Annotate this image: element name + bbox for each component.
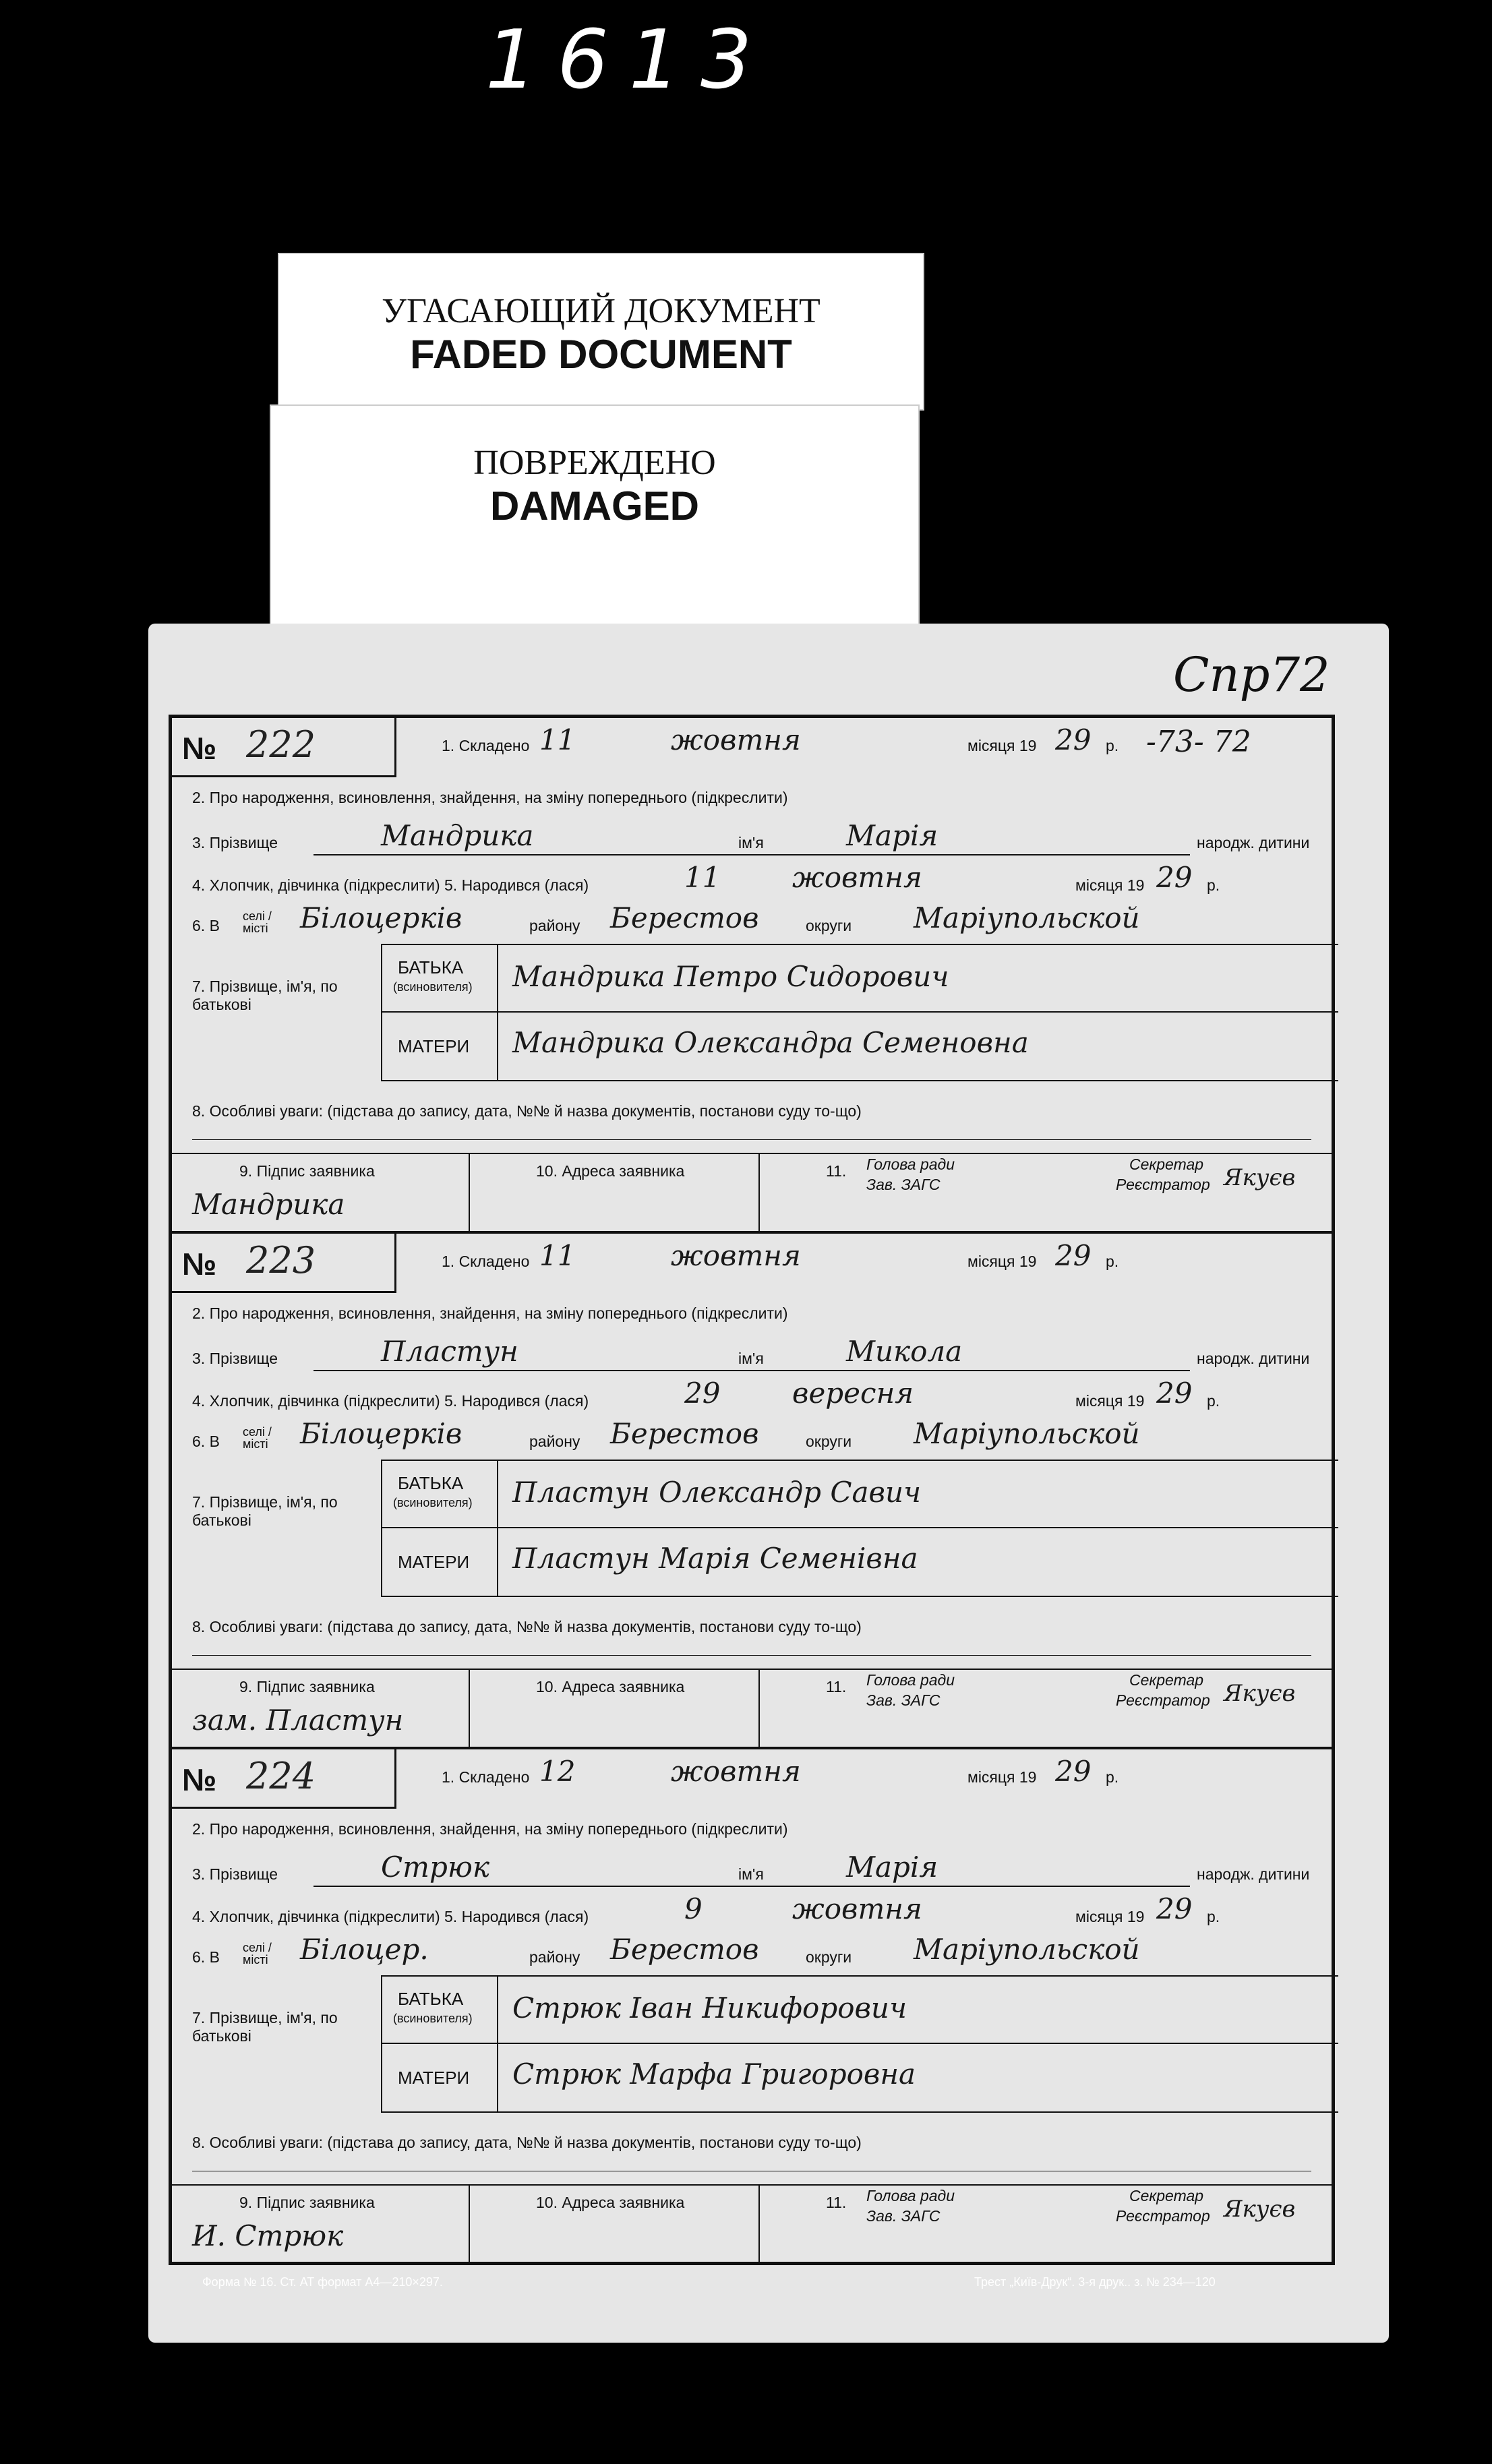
name-label: ім'я (738, 1865, 764, 1883)
okrug-label: округи (806, 917, 852, 934)
birth-month-year-label: місяця 19 (1075, 1392, 1145, 1410)
record-number: 224 (246, 1755, 316, 1797)
okrug-label: округи (806, 1433, 852, 1450)
applicant-sig-label: 9. Підпис заявника (239, 1162, 375, 1180)
applicant-signature: зам. Пластун (192, 1704, 404, 1737)
parents-divider (381, 1527, 1338, 1528)
registrar-label: Реєстратор (1116, 1176, 1210, 1193)
applicant-addr-label: 10. Адреса заявника (536, 1678, 685, 1695)
applicant-sig-label: 9. Підпис заявника (239, 2194, 375, 2211)
year-suffix: р. (1106, 737, 1119, 754)
q2-label: 2. Про народження, всиновлення, знайдення, на зміну попереднього (підкреслити) (192, 1304, 788, 1322)
compiled-day: 11 (539, 1239, 576, 1272)
compiled-day: 11 (539, 723, 576, 756)
applicant-sig-label: 9. Підпис заявника (239, 1678, 375, 1695)
zags-label: Зав. ЗАГС (866, 1691, 941, 1709)
applicant-signature: Мандрика (192, 1188, 345, 1221)
surname-underline (314, 1886, 1190, 1887)
head-label: Голова ради (866, 1155, 955, 1173)
birth-year: 29 (1156, 1892, 1193, 1925)
page-mark: -73- 72 (1146, 725, 1251, 759)
damaged-label-ru: ПОВРЕЖДЕНО (473, 444, 716, 482)
faded-label-ru: УГАСАЮЩИЙ ДОКУМЕНТ (382, 292, 820, 330)
birth-year: 29 (1156, 861, 1193, 894)
mother-label: МАТЕРИ (398, 1036, 470, 1056)
district-label: району (529, 917, 580, 934)
surname: Пластун (381, 1335, 518, 1368)
faded-document-label (278, 253, 924, 411)
birth-record (172, 1749, 1332, 2265)
signature-row (172, 2184, 1332, 2263)
village-city-label: селі / місті (243, 909, 272, 935)
compiled-label: 1. Складено (442, 1253, 530, 1270)
sig11-label: 11. (826, 2194, 847, 2211)
notes-label: 8. Особливі уваги: (підстава до запису, дата, №№ й назва документів, постанови суду то-що) (192, 1102, 862, 1120)
record-number-box (172, 1749, 396, 1809)
surname-underline (314, 1370, 1190, 1371)
parents-label: 7. Прізвище, ім'я, по батькові (192, 1493, 338, 1529)
q2-label: 2. Про народження, всиновлення, знайдення, на зміну попереднього (підкреслити) (192, 1820, 788, 1838)
parents-label: 7. Прізвище, ім'я, по батькові (192, 2009, 338, 2045)
father-name: Пластун Олександр Савич (512, 1476, 922, 1509)
mother-label: МАТЕРИ (398, 2068, 470, 2088)
secretary-label: Секретар (1129, 1671, 1204, 1689)
zags-label: Зав. ЗАГС (866, 2207, 941, 2225)
birth-year: 29 (1156, 1377, 1193, 1410)
village: Білоцер. (300, 1933, 429, 1966)
father-label: БАТЬКА (398, 1989, 464, 2009)
district-label: району (529, 1948, 580, 1966)
head-label: Голова ради (866, 1671, 955, 1689)
father-name: Мандрика Петро Сидорович (512, 960, 949, 993)
sheet-mark: Спр72 (1173, 647, 1330, 702)
birth-year-suffix: р. (1207, 1392, 1220, 1410)
district: Берестов (610, 901, 759, 934)
faded-label-en: FADED DOCUMENT (410, 332, 792, 377)
birth-day: 9 (684, 1892, 703, 1925)
registrar-label: Реєстратор (1116, 1691, 1210, 1709)
surname-label: 3. Прізвище (192, 1865, 278, 1883)
district: Берестов (610, 1417, 759, 1450)
record-number-box (172, 1234, 396, 1293)
father-label: БАТЬКА (398, 1473, 464, 1493)
number-sign: № (182, 1762, 217, 1797)
damaged-label (270, 404, 920, 626)
secretary-label: Секретар (1129, 2187, 1204, 2204)
mother-name: Стрюк Марфа Григоровна (512, 2057, 916, 2091)
birth-month-year-label: місяця 19 (1075, 876, 1145, 894)
gender-label: 4. Хлопчик, дівчинка (підкреслити) 5. Народився (лася) (192, 1392, 589, 1410)
compiled-year: 29 (1055, 723, 1092, 756)
village: Білоцерків (300, 1417, 462, 1450)
month-year-label: місяця 19 (967, 737, 1037, 754)
village-city-label: селі / місті (243, 1425, 272, 1451)
compiled-month: жовтня (671, 1239, 801, 1272)
register-form (169, 715, 1335, 2265)
gender-label: 4. Хлопчик, дівчинка (підкреслити) 5. Народився (лася) (192, 876, 589, 894)
okrug: Маріупольской (914, 1417, 1140, 1450)
registrar-signature: Якуєв (1224, 1164, 1296, 1191)
birth-year-suffix: р. (1207, 876, 1220, 894)
child-label: народж. дитини (1197, 834, 1310, 851)
applicant-addr-label: 10. Адреса заявника (536, 2194, 685, 2211)
village-city-label: селі / місті (243, 1941, 272, 1966)
secretary-label: Секретар (1129, 1155, 1204, 1173)
surname: Мандрика (381, 819, 534, 852)
signature-row (172, 1153, 1332, 1232)
applicant-signature: И. Стрюк (192, 2219, 344, 2252)
father-sub-label: (всиновителя) (393, 980, 473, 994)
compiled-label: 1. Складено (442, 1768, 530, 1786)
birth-year-suffix: р. (1207, 1908, 1220, 1925)
year-suffix: р. (1106, 1253, 1119, 1270)
mother-label: МАТЕРИ (398, 1552, 470, 1572)
registrar-label: Реєстратор (1116, 2207, 1210, 2225)
birth-day: 29 (684, 1377, 721, 1410)
okrug: Маріупольской (914, 901, 1140, 934)
father-sub-label: (всиновителя) (393, 1496, 473, 1509)
sig11-label: 11. (826, 1162, 847, 1180)
gender-label: 4. Хлопчик, дівчинка (підкреслити) 5. Народився (лася) (192, 1908, 589, 1925)
given-name: Микола (846, 1335, 963, 1368)
surname: Стрюк (381, 1851, 489, 1884)
registrar-signature: Якуєв (1224, 1680, 1296, 1707)
birth-month: жовтня (792, 1892, 922, 1925)
number-sign: № (182, 731, 217, 766)
father-sub-label: (всиновителя) (393, 2012, 473, 2025)
birth-month-year-label: місяця 19 (1075, 1908, 1145, 1925)
parents-box (381, 944, 1338, 1081)
name-label: ім'я (738, 834, 764, 851)
month-year-label: місяця 19 (967, 1253, 1037, 1270)
zags-label: Зав. ЗАГС (866, 1176, 941, 1193)
birth-record (172, 718, 1332, 1234)
okrug-label: округи (806, 1948, 852, 1966)
place-label: 6. В (192, 1433, 220, 1450)
notes-line (192, 1139, 1311, 1140)
surname-underline (314, 854, 1190, 855)
applicant-addr-label: 10. Адреса заявника (536, 1162, 685, 1180)
father-label: БАТЬКА (398, 957, 464, 978)
record-number: 223 (246, 1239, 316, 1282)
okrug: Маріупольской (914, 1933, 1140, 1966)
month-year-label: місяця 19 (967, 1768, 1037, 1786)
notes-label: 8. Особливі уваги: (підстава до запису, дата, №№ й назва документів, постанови суду то-що) (192, 1618, 862, 1635)
compiled-month: жовтня (671, 1755, 801, 1788)
registrar-signature: Якуєв (1224, 2196, 1296, 2223)
parents-divider (381, 2043, 1338, 2044)
year-suffix: р. (1106, 1768, 1119, 1786)
parents-box (381, 1460, 1338, 1597)
signature-row (172, 1669, 1332, 1747)
footer-printer: Трест „Київ-Друк“. 3-я друк.. з. № 234—120 (974, 2275, 1216, 2289)
footer-form-number: Форма № 16. Ст. АТ формат А4—210×297. (202, 2275, 443, 2289)
given-name: Марія (846, 1851, 938, 1884)
parents-box (381, 1975, 1338, 2113)
record-number: 222 (246, 723, 316, 766)
place-label: 6. В (192, 917, 220, 934)
child-label: народж. дитини (1197, 1865, 1310, 1883)
notes-label: 8. Особливі уваги: (підстава до запису, дата, №№ й назва документів, постанови суду то-що) (192, 2134, 862, 2151)
notes-line (192, 1655, 1311, 1656)
surname-label: 3. Прізвище (192, 1350, 278, 1367)
parents-label: 7. Прізвище, ім'я, по батькові (192, 978, 338, 1013)
sig11-label: 11. (826, 1678, 847, 1695)
mother-name: Мандрика Олександра Семеновна (512, 1026, 1029, 1059)
damaged-label-en: DAMAGED (490, 483, 699, 529)
birth-record (172, 1234, 1332, 1749)
parents-divider (381, 1011, 1338, 1013)
district: Берестов (610, 1933, 759, 1966)
archive-number: 1613 (485, 13, 773, 107)
mother-name: Пластун Марія Семенівна (512, 1542, 918, 1575)
birth-month: жовтня (792, 861, 922, 894)
birth-month: вересня (792, 1377, 914, 1410)
compiled-label: 1. Складено (442, 737, 530, 754)
place-label: 6. В (192, 1948, 220, 1966)
village: Білоцерків (300, 901, 462, 934)
compiled-month: жовтня (671, 723, 801, 756)
record-number-box (172, 718, 396, 777)
compiled-year: 29 (1055, 1239, 1092, 1272)
surname-label: 3. Прізвище (192, 834, 278, 851)
number-sign: № (182, 1246, 217, 1282)
child-label: народж. дитини (1197, 1350, 1310, 1367)
q2-label: 2. Про народження, всиновлення, знайдення, на зміну попереднього (підкреслити) (192, 789, 788, 806)
district-label: району (529, 1433, 580, 1450)
compiled-day: 12 (539, 1755, 576, 1788)
name-label: ім'я (738, 1350, 764, 1367)
given-name: Марія (846, 819, 938, 852)
head-label: Голова ради (866, 2187, 955, 2204)
father-name: Стрюк Іван Никифорович (512, 1991, 907, 2024)
birth-day: 11 (684, 861, 721, 894)
compiled-year: 29 (1055, 1755, 1092, 1788)
